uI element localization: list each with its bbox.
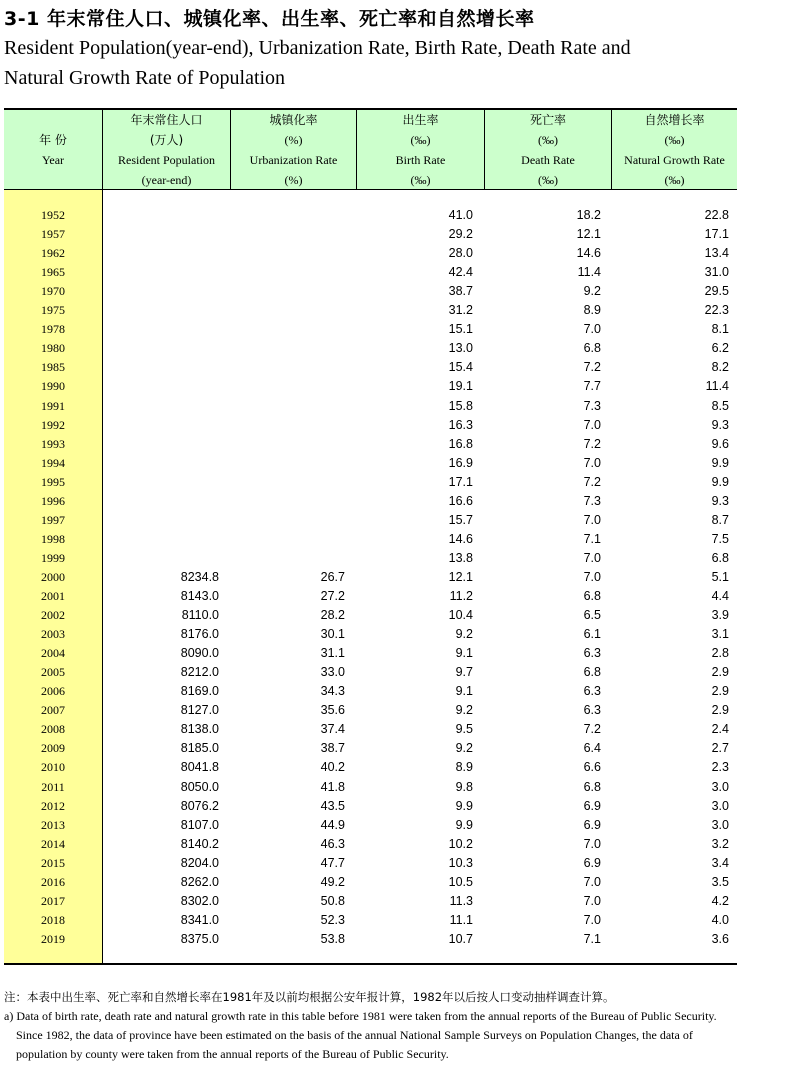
year-cell: 1993 xyxy=(41,436,65,451)
growth-cell: 8.1 xyxy=(711,322,729,337)
urban-cell: 34.3 xyxy=(320,684,345,699)
pop-cell: 8234.8 xyxy=(180,569,219,584)
year-cell: 2000 xyxy=(41,569,65,584)
table-row xyxy=(4,758,737,777)
death-cell: 7.0 xyxy=(583,836,601,851)
header-urbanization: 城镇化率 (%) Urbanization Rate (%) xyxy=(230,110,356,189)
death-cell: 6.9 xyxy=(583,798,601,813)
pop-cell: 8140.2 xyxy=(180,836,219,851)
year-cell: 2018 xyxy=(41,912,65,927)
table-row xyxy=(4,873,737,892)
header-population: 年末常住人口 (万人) Resident Population (year-end) xyxy=(102,110,230,189)
death-cell: 6.9 xyxy=(583,855,601,870)
table-row xyxy=(4,701,737,720)
growth-cell: 7.5 xyxy=(711,531,729,546)
death-cell: 6.5 xyxy=(583,608,601,623)
birth-cell: 10.3 xyxy=(448,855,473,870)
growth-cell: 3.6 xyxy=(711,931,729,946)
table-row xyxy=(4,606,737,625)
year-cell: 2008 xyxy=(41,722,65,737)
birth-cell: 42.4 xyxy=(448,265,473,280)
growth-cell: 11.4 xyxy=(705,379,729,394)
birth-cell: 13.8 xyxy=(448,550,473,565)
growth-cell: 2.9 xyxy=(711,665,729,680)
table-row xyxy=(4,492,737,511)
growth-cell: 2.9 xyxy=(711,684,729,699)
year-cell: 1997 xyxy=(41,512,65,527)
title-english-line1: Resident Population(year-end), Urbanization Rate, Birth Rate, Death Rate and xyxy=(4,37,631,59)
table-row xyxy=(4,530,737,549)
urban-cell: 27.2 xyxy=(320,589,345,603)
table-row xyxy=(4,206,737,225)
table-row xyxy=(4,282,737,301)
table-row xyxy=(4,263,737,282)
growth-cell: 2.7 xyxy=(711,741,729,756)
pop-cell: 8041.8 xyxy=(180,760,219,775)
birth-cell: 15.1 xyxy=(448,322,473,337)
death-cell: 7.0 xyxy=(583,417,601,432)
year-cell: 1957 xyxy=(41,227,65,242)
urban-cell: 46.3 xyxy=(320,836,345,851)
birth-cell: 31.2 xyxy=(448,303,473,318)
header-birth-rate: 出生率 (‰) Birth Rate (‰) xyxy=(356,110,484,189)
birth-cell: 16.9 xyxy=(448,455,473,470)
pop-cell: 8185.0 xyxy=(180,741,219,756)
table-row xyxy=(4,625,737,644)
death-cell: 6.8 xyxy=(583,779,601,794)
death-cell: 9.2 xyxy=(583,284,601,299)
table-row xyxy=(4,720,737,739)
growth-cell: 8.2 xyxy=(711,360,729,375)
year-cell: 2001 xyxy=(41,589,65,603)
birth-cell: 41.0 xyxy=(448,208,473,222)
death-cell: 7.3 xyxy=(583,398,601,413)
birth-cell: 29.2 xyxy=(448,227,473,242)
death-cell: 18.2 xyxy=(576,208,601,222)
table-row xyxy=(4,301,737,320)
year-cell: 2017 xyxy=(41,893,65,908)
birth-cell: 9.2 xyxy=(455,741,473,756)
year-cell: 1995 xyxy=(41,474,65,489)
table-row xyxy=(4,549,737,568)
death-cell: 7.0 xyxy=(583,874,601,889)
growth-cell: 22.8 xyxy=(704,208,729,222)
pop-cell: 8110.0 xyxy=(181,608,219,623)
growth-cell: 9.9 xyxy=(711,455,729,470)
note-english-3: population by county were taken from the annual reports of the Bureau of Public Security. xyxy=(16,1047,449,1061)
table-row xyxy=(4,320,737,339)
birth-cell: 28.0 xyxy=(448,246,473,261)
urban-cell: 41.8 xyxy=(320,779,345,794)
year-cell: 2019 xyxy=(41,931,65,946)
urban-cell: 44.9 xyxy=(320,817,345,832)
header-growth-rate: 自然增长率 (‰) Natural Growth Rate (‰) xyxy=(611,110,737,189)
birth-cell: 15.7 xyxy=(448,512,473,527)
growth-cell: 9.3 xyxy=(711,417,729,432)
growth-cell: 3.9 xyxy=(711,608,729,623)
birth-cell: 17.1 xyxy=(448,474,473,489)
death-cell: 6.6 xyxy=(583,760,601,775)
growth-cell: 3.0 xyxy=(711,779,729,794)
table-row xyxy=(4,568,737,587)
year-cell: 1985 xyxy=(41,360,65,375)
note-english-2: Since 1982, the data of province have been estimated on the basis of the annual National Sample Surveys on Population Changes, the data of xyxy=(16,1028,693,1042)
death-cell: 6.4 xyxy=(583,741,601,756)
year-cell: 2003 xyxy=(41,627,65,642)
growth-cell: 29.5 xyxy=(704,284,729,299)
year-cell: 1999 xyxy=(41,550,65,565)
birth-cell: 9.8 xyxy=(455,779,473,794)
death-cell: 7.0 xyxy=(583,455,601,470)
death-cell: 6.8 xyxy=(583,341,601,356)
birth-cell: 16.3 xyxy=(448,417,473,432)
urban-cell: 26.7 xyxy=(320,569,345,584)
pop-cell: 8169.0 xyxy=(180,684,219,699)
death-cell: 7.0 xyxy=(583,569,601,584)
growth-cell: 31.0 xyxy=(704,265,729,280)
birth-cell: 15.8 xyxy=(448,398,473,413)
death-cell: 7.2 xyxy=(583,360,601,375)
birth-cell: 13.0 xyxy=(448,341,473,356)
table-row xyxy=(4,244,737,263)
urban-cell: 50.8 xyxy=(320,893,345,908)
growth-cell: 22.3 xyxy=(704,303,729,318)
death-cell: 12.1 xyxy=(576,227,601,242)
year-cell: 1996 xyxy=(41,493,65,508)
growth-cell: 3.4 xyxy=(711,855,729,870)
urban-cell: 53.8 xyxy=(320,931,345,946)
growth-cell: 6.8 xyxy=(711,550,729,565)
year-cell: 1952 xyxy=(41,208,65,222)
growth-cell: 13.4 xyxy=(704,246,729,261)
growth-cell: 3.1 xyxy=(711,627,729,642)
birth-cell: 11.2 xyxy=(449,589,473,603)
death-cell: 11.4 xyxy=(577,265,601,280)
urban-cell: 31.1 xyxy=(320,646,345,661)
table-row xyxy=(4,682,737,701)
growth-cell: 3.0 xyxy=(711,817,729,832)
year-cell: 1992 xyxy=(41,417,65,432)
year-cell: 1975 xyxy=(41,303,65,318)
growth-cell: 9.6 xyxy=(711,436,729,451)
year-cell: 1970 xyxy=(41,284,65,299)
pop-cell: 8262.0 xyxy=(180,874,219,889)
birth-cell: 19.1 xyxy=(448,379,473,394)
death-cell: 7.0 xyxy=(583,893,601,908)
birth-cell: 11.1 xyxy=(449,912,473,927)
urban-cell: 47.7 xyxy=(320,855,345,870)
birth-cell: 9.7 xyxy=(455,665,473,680)
year-cell: 2011 xyxy=(41,779,65,794)
year-cell: 1978 xyxy=(41,322,65,337)
death-cell: 7.0 xyxy=(583,512,601,527)
death-cell: 7.2 xyxy=(583,722,601,737)
table-row xyxy=(4,930,737,949)
pop-cell: 8076.2 xyxy=(180,798,219,813)
year-cell: 2004 xyxy=(41,646,65,661)
urban-cell: 52.3 xyxy=(320,912,345,927)
growth-cell: 9.3 xyxy=(711,493,729,508)
death-cell: 7.0 xyxy=(583,322,601,337)
pop-cell: 8176.0 xyxy=(180,627,219,642)
birth-cell: 9.2 xyxy=(455,627,473,642)
pop-cell: 8107.0 xyxy=(180,817,219,832)
table-row xyxy=(4,511,737,530)
title-chinese: 3-1 年末常住人口、城镇化率、出生率、死亡率和自然增长率 xyxy=(4,8,535,30)
note-english-1: a) Data of birth rate, death rate and natural growth rate in this table before 1981 were taken from the annual reports of the Bureau of Public Security. xyxy=(4,1009,717,1023)
urban-cell: 43.5 xyxy=(320,798,345,813)
growth-cell: 3.0 xyxy=(711,798,729,813)
table-row xyxy=(4,225,737,244)
table-row xyxy=(4,358,737,377)
year-cell: 2002 xyxy=(41,608,65,623)
growth-cell: 8.5 xyxy=(711,398,729,413)
table-row xyxy=(4,778,737,797)
pop-cell: 8138.0 xyxy=(180,722,219,737)
growth-cell: 4.0 xyxy=(711,912,729,927)
year-cell: 1990 xyxy=(41,379,65,394)
year-cell: 1994 xyxy=(41,455,65,470)
birth-cell: 9.1 xyxy=(455,684,473,699)
death-cell: 6.3 xyxy=(583,646,601,661)
table-row xyxy=(4,473,737,492)
death-cell: 6.3 xyxy=(583,703,601,718)
growth-cell: 2.3 xyxy=(711,760,729,775)
table-row xyxy=(4,435,737,454)
pop-cell: 8143.0 xyxy=(180,589,219,603)
year-cell: 1980 xyxy=(41,341,65,356)
death-cell: 7.2 xyxy=(583,474,601,489)
birth-cell: 10.2 xyxy=(448,836,473,851)
year-cell: 2007 xyxy=(41,703,65,718)
death-cell: 6.1 xyxy=(583,627,601,642)
death-cell: 6.8 xyxy=(583,589,601,603)
birth-cell: 16.6 xyxy=(448,493,473,508)
death-cell: 7.2 xyxy=(583,436,601,451)
urban-cell: 30.1 xyxy=(320,627,345,642)
birth-cell: 11.3 xyxy=(449,893,473,908)
year-cell: 2005 xyxy=(41,665,65,680)
header-year: 年 份 Year xyxy=(39,133,67,167)
urban-cell: 28.2 xyxy=(320,608,345,623)
table-row xyxy=(4,854,737,873)
urban-cell: 49.2 xyxy=(320,874,345,889)
death-cell: 6.8 xyxy=(583,665,601,680)
table-row xyxy=(4,644,737,663)
table-row xyxy=(4,816,737,835)
urban-cell: 37.4 xyxy=(320,722,345,737)
pop-cell: 8090.0 xyxy=(180,646,219,661)
growth-cell: 17.1 xyxy=(704,227,729,242)
pop-cell: 8212.0 xyxy=(180,665,219,680)
growth-cell: 3.2 xyxy=(711,836,729,851)
growth-cell: 3.5 xyxy=(711,874,729,889)
birth-cell: 9.2 xyxy=(455,703,473,718)
death-cell: 7.0 xyxy=(583,912,601,927)
death-cell: 7.7 xyxy=(583,379,601,394)
year-cell: 2010 xyxy=(41,760,65,775)
death-cell: 6.9 xyxy=(583,817,601,832)
birth-cell: 9.9 xyxy=(455,798,473,813)
birth-cell: 9.9 xyxy=(455,817,473,832)
table-row xyxy=(4,835,737,854)
birth-cell: 38.7 xyxy=(448,284,473,299)
death-cell: 7.1 xyxy=(583,931,601,946)
table-row xyxy=(4,892,737,911)
growth-cell: 4.2 xyxy=(711,893,729,908)
table-row xyxy=(4,663,737,682)
table-row xyxy=(4,911,737,930)
death-cell: 7.3 xyxy=(583,493,601,508)
birth-cell: 14.6 xyxy=(448,531,473,546)
growth-cell: 2.8 xyxy=(711,646,729,661)
birth-cell: 8.9 xyxy=(455,760,473,775)
year-cell: 2014 xyxy=(41,836,65,851)
year-cell: 1962 xyxy=(41,246,65,261)
table-row xyxy=(4,739,737,758)
pop-cell: 8302.0 xyxy=(180,893,219,908)
table-header xyxy=(4,110,737,190)
table-row xyxy=(4,377,737,396)
urban-cell: 35.6 xyxy=(320,703,345,718)
growth-cell: 4.4 xyxy=(711,589,729,603)
urban-cell: 33.0 xyxy=(320,665,345,680)
table-row xyxy=(4,454,737,473)
pop-cell: 8341.0 xyxy=(180,912,219,927)
header-death-rate: 死亡率 (‰) Death Rate (‰) xyxy=(484,110,611,189)
growth-cell: 8.7 xyxy=(711,512,729,527)
birth-cell: 12.1 xyxy=(448,569,473,584)
birth-cell: 10.7 xyxy=(448,931,473,946)
year-cell: 2013 xyxy=(41,817,65,832)
table-bottom-rule xyxy=(4,963,737,965)
year-cell: 2012 xyxy=(41,798,65,813)
birth-cell: 16.8 xyxy=(448,436,473,451)
year-cell: 1991 xyxy=(41,398,65,413)
table-row xyxy=(4,587,737,606)
death-cell: 7.1 xyxy=(583,531,601,546)
urban-cell: 40.2 xyxy=(320,760,345,775)
death-cell: 8.9 xyxy=(583,303,601,318)
urban-cell: 38.7 xyxy=(320,741,345,756)
title-english-line2: Natural Growth Rate of Population xyxy=(4,67,286,89)
growth-cell: 2.4 xyxy=(711,722,729,737)
year-cell: 2009 xyxy=(41,741,65,756)
year-cell: 2015 xyxy=(41,855,65,870)
pop-cell: 8050.0 xyxy=(180,779,219,794)
pop-cell: 8375.0 xyxy=(180,931,219,946)
birth-cell: 15.4 xyxy=(448,360,473,375)
year-cell: 1998 xyxy=(41,531,65,546)
birth-cell: 10.5 xyxy=(448,874,473,889)
death-cell: 14.6 xyxy=(576,246,601,261)
growth-cell: 5.1 xyxy=(711,569,729,584)
year-cell: 2006 xyxy=(41,684,65,699)
growth-cell: 2.9 xyxy=(711,703,729,718)
year-cell: 1965 xyxy=(41,265,65,280)
death-cell: 6.3 xyxy=(583,684,601,699)
pop-cell: 8127.0 xyxy=(180,703,219,718)
table-row xyxy=(4,416,737,435)
growth-cell: 9.9 xyxy=(711,474,729,489)
death-cell: 7.0 xyxy=(583,550,601,565)
table-row xyxy=(4,797,737,816)
table-row xyxy=(4,339,737,358)
birth-cell: 9.1 xyxy=(455,646,473,661)
table-row xyxy=(4,397,737,416)
growth-cell: 6.2 xyxy=(711,341,729,356)
pop-cell: 8204.0 xyxy=(180,855,219,870)
year-cell: 2016 xyxy=(41,874,65,889)
birth-cell: 10.4 xyxy=(448,608,473,623)
note-chinese: 注：本表中出生率、死亡率和自然增长率在1981年及以前均根据公安年报计算，1982年以后按人口变动抽样调查计算。 xyxy=(4,990,615,1004)
birth-cell: 9.5 xyxy=(455,722,473,737)
table-notes xyxy=(4,988,717,1064)
